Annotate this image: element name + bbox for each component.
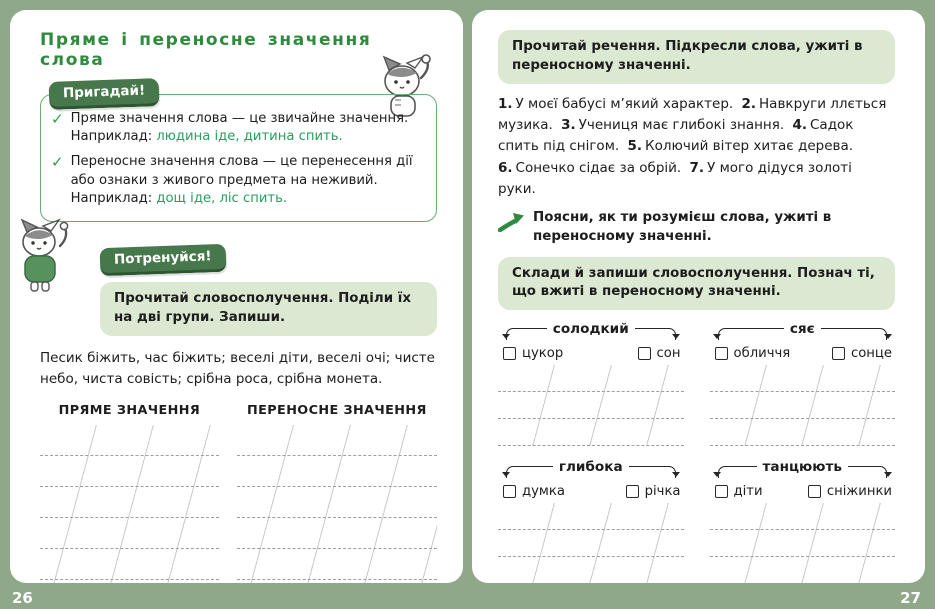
combo-bracket <box>710 323 896 344</box>
writing-area-direct[interactable] <box>40 425 219 583</box>
bracket-arrow-left <box>718 466 757 478</box>
writing-line <box>237 456 437 487</box>
rule-text <box>71 110 424 146</box>
rule-body: Пряме значення слова — це звичайне значення. Наприклад: <box>70 111 409 145</box>
sentence-number: 6. <box>498 159 513 176</box>
word-list: Песик біжить, час біжить; веселі діти, веселі очі; чисте небо, чиста совість; срібна роса, срібна монета. <box>40 349 435 388</box>
writing-line <box>498 365 684 392</box>
writing-line <box>40 456 219 487</box>
sentence-number: 3. <box>561 116 576 133</box>
option[interactable] <box>808 484 892 499</box>
cat-sweater-illustration <box>16 216 70 294</box>
option[interactable] <box>715 484 763 499</box>
writing-line <box>498 419 684 446</box>
sentence-number: 1. <box>498 95 513 112</box>
bracket-arrow-left <box>718 328 784 340</box>
option-label: річка <box>644 484 681 500</box>
sentence-text: Колючий вітер хитає дерева. <box>645 138 854 155</box>
combo-word: сяє <box>789 321 815 338</box>
writing-line <box>710 365 896 392</box>
sentence-text: У мого дідуся золоті руки. <box>498 159 852 197</box>
combo-tantsiuiut <box>710 461 896 583</box>
explain-task-row <box>498 209 895 247</box>
writing-line <box>710 392 896 419</box>
page-left <box>10 10 463 583</box>
column-figurative <box>237 403 437 583</box>
option-label: сніжинки <box>826 484 892 500</box>
writing-area[interactable] <box>710 503 896 583</box>
combo-solodkyi <box>498 323 684 446</box>
sentence-text: Навкруги ллється музика. <box>498 95 887 133</box>
bracket-arrow-right <box>635 328 676 340</box>
column-header-figurative: ПЕРЕНОСНЕ ЗНАЧЕННЯ <box>247 402 427 418</box>
bracket-arrow-right <box>848 466 887 478</box>
combo-grid <box>498 323 895 583</box>
writing-area[interactable] <box>710 365 896 446</box>
green-arrow-icon <box>498 212 524 232</box>
page-number-left: 26 <box>12 589 33 607</box>
bracket-arrow-right <box>629 466 676 478</box>
combo-siaie <box>710 323 896 446</box>
checkbox[interactable] <box>715 485 728 498</box>
sentence-text: Учениця має глибокі знання. <box>578 116 785 133</box>
option-label: діти <box>733 484 763 500</box>
writing-area[interactable] <box>498 365 684 446</box>
sentence-number: 2. <box>741 95 757 112</box>
combo-options <box>498 484 684 499</box>
column-header-direct: ПРЯМЕ ЗНАЧЕННЯ <box>58 402 201 418</box>
option-label: сонце <box>850 346 892 362</box>
writing-line <box>237 425 437 456</box>
writing-line <box>498 392 684 419</box>
writing-line <box>498 503 684 530</box>
writing-line <box>40 487 219 518</box>
sentence-text: У моєї бабусі м’який характер. <box>515 95 734 112</box>
explain-task-text: Поясни, як ти розумієш слова, ужиті в переносному значенні. <box>533 210 832 244</box>
writing-line <box>710 503 896 530</box>
bracket-arrow-left <box>506 328 547 340</box>
writing-line <box>498 530 684 557</box>
answer-columns <box>40 403 437 583</box>
writing-line <box>237 487 437 518</box>
writing-line <box>40 580 219 583</box>
page-number-right: 27 <box>900 589 921 607</box>
combo-bracket <box>710 461 896 482</box>
rule-example: дощ іде, ліс спить. <box>156 190 288 206</box>
option-label: думка <box>522 484 565 500</box>
page-title: Пряме і переносне значення слова <box>40 30 372 70</box>
rule-example: людина іде, дитина спить. <box>156 129 343 145</box>
writing-area[interactable] <box>498 503 684 583</box>
option-label: сон <box>656 346 681 362</box>
rule-body: Переносне значення слова — це перенесення дії або ознаки з живого предмета на неживий. Наприклад: <box>70 154 413 206</box>
combo-options <box>710 346 896 361</box>
combo-bracket <box>498 461 684 482</box>
practice-badge: Потренуйся! <box>100 244 227 276</box>
sentence-text: Садок спить під снігом. <box>498 116 854 155</box>
combo-options <box>498 346 684 361</box>
option[interactable] <box>503 484 565 499</box>
combo-hlyboka <box>498 461 684 583</box>
option-label: обличчя <box>733 346 791 362</box>
combo-options <box>710 484 896 499</box>
recall-badge: Пригадай! <box>49 78 160 110</box>
column-direct <box>40 403 219 583</box>
sentence <box>498 96 733 112</box>
rule-text <box>71 153 424 208</box>
sentence <box>498 160 681 176</box>
option-label: цукор <box>522 346 564 362</box>
combo-word: солодкий <box>552 321 629 338</box>
checkbox[interactable] <box>808 485 821 498</box>
rule-item <box>51 110 424 146</box>
bracket-arrow-left <box>506 466 553 478</box>
rule-item <box>51 153 424 208</box>
writing-line <box>237 549 437 580</box>
page-right <box>472 10 925 583</box>
task-underline: Прочитай речення. Підкресли слова, ужиті в переносному значенні. <box>498 30 895 84</box>
bracket-arrow-right <box>821 328 887 340</box>
checkbox[interactable] <box>626 485 639 498</box>
checkbox[interactable] <box>503 485 516 498</box>
task-compose: Склади й запиши словосполучення. Познач ті, що вжиті в переносному значенні. <box>498 257 895 311</box>
recall-box <box>40 82 437 222</box>
writing-line <box>710 419 896 446</box>
writing-line <box>40 549 219 580</box>
option[interactable] <box>638 346 681 361</box>
writing-line <box>237 518 437 549</box>
combo-word: танцюють <box>762 459 842 476</box>
option[interactable] <box>832 346 892 361</box>
writing-line <box>40 425 219 456</box>
combo-word: глибока <box>558 459 623 476</box>
option[interactable] <box>503 346 563 361</box>
sentence <box>627 138 853 154</box>
checkbox[interactable] <box>638 347 651 360</box>
sentence-number: 5. <box>627 138 642 155</box>
writing-line <box>40 518 219 549</box>
checkbox[interactable] <box>832 347 845 360</box>
writing-line <box>237 580 437 583</box>
option[interactable] <box>626 484 681 499</box>
option[interactable] <box>715 346 791 361</box>
writing-area-figurative[interactable] <box>237 425 437 583</box>
writing-line <box>710 557 896 583</box>
checkbox[interactable] <box>503 347 516 360</box>
combo-bracket <box>498 323 684 344</box>
sentence <box>561 117 784 133</box>
writing-line <box>498 557 684 583</box>
task-split-groups: Прочитай словосполучення. Поділи їх на дві групи. Запиши. <box>100 282 437 336</box>
sentence-number: 4. <box>792 116 807 133</box>
writing-line <box>710 530 896 557</box>
checkbox[interactable] <box>715 347 728 360</box>
sentence-text: Сонечко сідає за обрій. <box>515 159 682 176</box>
sentences-paragraph <box>498 94 895 201</box>
checkmark-icon: ✓ <box>51 110 64 128</box>
checkmark-icon: ✓ <box>51 153 64 172</box>
sentence-number: 7. <box>689 159 705 176</box>
